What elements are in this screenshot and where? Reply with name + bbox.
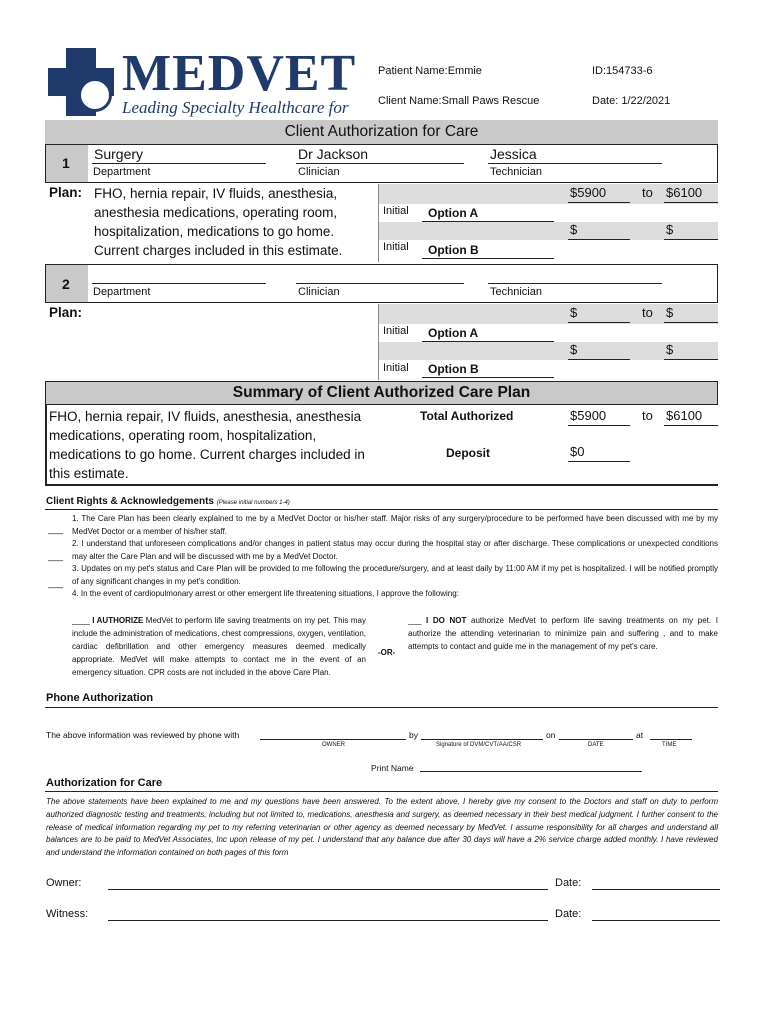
plan2-clin-label: Clinician: [298, 286, 340, 298]
plan1-b-high[interactable]: $: [666, 222, 674, 237]
time-caption: TIME: [662, 742, 677, 748]
plan1-initial-a[interactable]: Initial: [383, 205, 409, 217]
rights-title: Client Rights & Acknowledgements: [46, 496, 214, 507]
owner-caption: OWNER: [322, 742, 345, 748]
plan2-b-high[interactable]: $: [666, 342, 674, 357]
care-text: The above statements have been explained to me and my questions have been answered. To the extent above, I hereby give my consent to the Doctors and staff on duty to perform authorized diagnostic testing and treatments, including but not limited to, medications, anesthesia and surgery, as deemed necessary in their best medical judgment. I further consent to the release of medical information regarding my pet to my referring veterinarian or other agency as deemed necessary by MedVet. I assume responsibility for all charges and understand all balances are to be paid to MedVet Associates, Inc upon release of my pet. I understand that any balance due after 30 days will have a 2% service charge added monthly. I have reviewed and understand the information contained on both pages of this form: [46, 797, 718, 858]
header-date: Date: 1/22/2021: [592, 95, 671, 107]
plan1-clin-label: Clinician: [298, 166, 340, 178]
dnr-bold: I DO NOT: [426, 616, 467, 625]
plan1-plan-label: Plan:: [49, 185, 83, 200]
plan1-b-low[interactable]: $: [570, 222, 578, 237]
total-high[interactable]: $6100: [666, 408, 703, 423]
total-label: Total Authorized: [420, 409, 514, 423]
deposit-label: Deposit: [446, 446, 491, 460]
phone-title: Phone Authorization: [46, 692, 154, 704]
plan2-plan-label: Plan:: [49, 305, 83, 320]
owner-label: Owner:: [46, 877, 82, 889]
authorize-bold: I AUTHORIZE: [92, 616, 144, 625]
phone-sig-field[interactable]: [421, 739, 543, 740]
brand-name: MEDVET: [122, 45, 357, 102]
plan2-a-high[interactable]: $: [666, 305, 674, 320]
dnr-initial[interactable]: ___: [408, 616, 422, 625]
total-to: to: [642, 408, 653, 423]
plan1-tech-label: Technician: [490, 166, 542, 178]
plan1-clinician[interactable]: Dr Jackson: [298, 146, 369, 162]
plan2-initial-b[interactable]: Initial: [383, 362, 409, 374]
owner-date-field[interactable]: [592, 889, 720, 890]
dnr-block: [408, 614, 718, 653]
initial-blank-2[interactable]: ___: [48, 551, 64, 561]
rights-items: [72, 513, 718, 601]
patient-name: Patient Name:Emmie: [378, 65, 482, 77]
medvet-logo: [48, 45, 368, 123]
or-label: -OR-: [378, 648, 396, 657]
witness-date-field[interactable]: [592, 920, 720, 921]
authorize-text: MedVet to perform life saving treatments on my pet. This may include the administration of medications, chest compressions, oxygen, ventilation, cardiac defibrillation and other emergency measures deemed medically appropriate. MedVet will make attempts to contact me in the event of an emergency situation. CPR costs are not included in the above Care Plan.: [72, 616, 366, 677]
client-name: Client Name:Small Paws Rescue: [378, 95, 540, 107]
owner-date-label: Date:: [555, 877, 582, 889]
authorize-initial[interactable]: ____: [72, 616, 90, 625]
rights-item-1: 1. The Care Plan has been clearly explained to me by a MedVet Doctor or his/her staff. Major risks of any surgery/procedure to be performed have been discussed with me by my MedVet Doctor or a member of his/her staff.: [72, 514, 718, 536]
rights-heading: [46, 496, 290, 507]
dnr-text: authorize MedVet to perform life saving treatments on my pet. I authorize the attending veterinarian to minimize pain and suffering , and to make attempts to contact and guide me in the management of my pet's care.: [408, 616, 718, 651]
rights-item-3: 3. Updates on my pet's status and Care Plan will be provided to me following the procedure/surgery, and at least daily by 11:00 AM if my pet is hospitalized. I will be notified promptly of any significant changes in my pet's condition.: [72, 564, 718, 586]
phone-by: by: [409, 730, 418, 740]
initial-blank-1[interactable]: ___: [48, 524, 64, 534]
summary-text: FHO, hernia repair, IV fluids, anesthesia, anesthesia medications, operating room, hospitalization, medications to go home. Current charges included in this estimate.: [49, 409, 365, 481]
sig-caption: Signature of DVM/CVT/AA/CSR: [436, 742, 522, 748]
patient-id: ID:154733-6: [592, 65, 653, 77]
plan1-option-a: Option A: [428, 206, 479, 220]
initial-blank-3[interactable]: ___: [48, 578, 64, 588]
plan2-initial-a[interactable]: Initial: [383, 325, 409, 337]
plan1-plan-text: FHO, hernia repair, IV fluids, anesthesia, anesthesia medications, operating room, hospitalization, medications to go home. Current charges included in this estimate.: [94, 186, 343, 258]
rights-item-4: 4. In the event of cardiopulmonary arrest or other emergent life threatening situations, I approve the following:: [72, 589, 459, 598]
date-caption: DATE: [588, 742, 604, 748]
print-name-label: Print Name: [371, 763, 414, 773]
plan1-a-to: to: [642, 185, 653, 200]
plan1-technician[interactable]: Jessica: [490, 146, 537, 162]
phone-time-field[interactable]: [650, 739, 692, 740]
care-title: Authorization for Care: [46, 777, 163, 789]
auth-title: Client Authorization for Care: [284, 123, 479, 140]
plan2-a-low[interactable]: $: [570, 305, 578, 320]
phone-at: at: [636, 730, 644, 740]
paw-icon: [78, 78, 112, 112]
total-low[interactable]: $5900: [570, 408, 607, 423]
plan1-a-low[interactable]: $5900: [570, 185, 607, 200]
plan2-number: 2: [62, 276, 70, 292]
authorize-block: [72, 614, 366, 679]
plan1-number: 1: [62, 155, 70, 171]
plan1-initial-b[interactable]: Initial: [383, 241, 409, 253]
plan2-tech-label: Technician: [490, 286, 542, 298]
plan2-option-a: Option A: [428, 326, 479, 340]
deposit-value[interactable]: $0: [570, 444, 585, 459]
plan2-option-b: Option B: [428, 362, 479, 376]
phone-on: on: [546, 730, 556, 740]
rights-note: (Please initial numbers 1-4): [216, 500, 290, 506]
plan1-option-b: Option B: [428, 243, 479, 257]
summary-band: [45, 381, 718, 405]
plan2-b-low[interactable]: $: [570, 342, 578, 357]
brand-tagline: Leading Specialty Healthcare for: [122, 98, 349, 117]
witness-signature-field[interactable]: [108, 920, 548, 921]
witness-label: Witness:: [46, 908, 89, 920]
summary-title: Summary of Client Authorized Care Plan: [232, 384, 531, 401]
plan2-a-to: to: [642, 305, 653, 320]
phone-date-field[interactable]: [559, 739, 633, 740]
phone-line-text: The above information was reviewed by phone with: [46, 730, 240, 740]
print-name-field[interactable]: [420, 771, 642, 772]
auth-title-band: [45, 120, 718, 144]
plan1-department[interactable]: Surgery: [94, 146, 144, 162]
plan1-a-high[interactable]: $6100: [666, 185, 703, 200]
plan2-dept-label: Department: [93, 286, 151, 298]
phone-owner-field[interactable]: [260, 739, 406, 740]
owner-signature-field[interactable]: [108, 889, 548, 890]
rights-item-2: 2. I understand that unforeseen complications and/or changes in patient status may occur during the hospital stay or after discharge. These complications or unexpected conditions may alter the Care Plan and will be discussed with me by a MedVet Doctor.: [72, 539, 718, 561]
witness-date-label: Date:: [555, 908, 582, 920]
plan1-dept-label: Department: [93, 166, 151, 178]
